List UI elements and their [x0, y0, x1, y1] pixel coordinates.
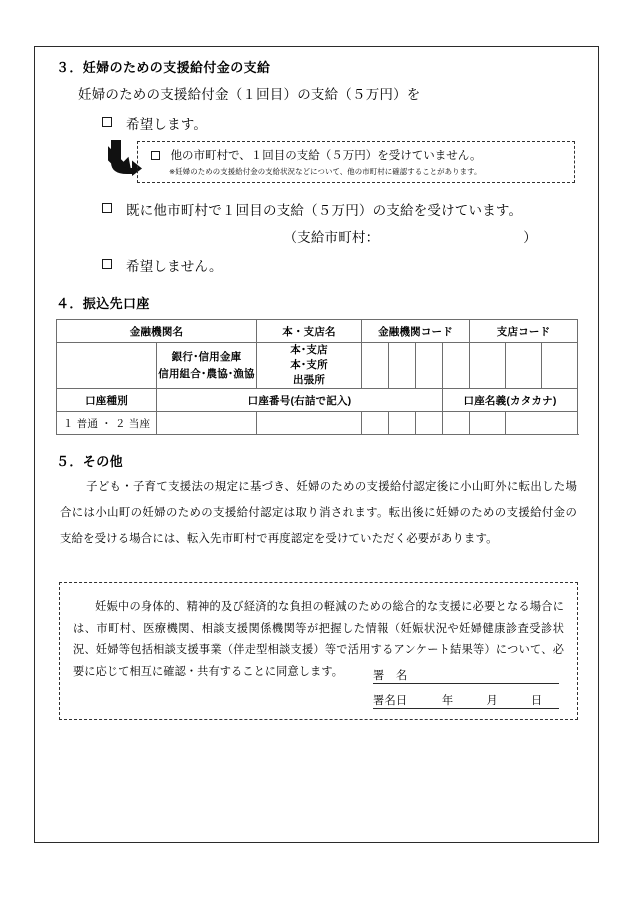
- checkbox-no-wish[interactable]: [102, 259, 112, 269]
- section-5-heading: ５．その他: [56, 454, 124, 469]
- branch-type-line-2: 本･支所: [290, 359, 328, 371]
- signature-date-row[interactable]: [373, 689, 559, 709]
- table-row: [57, 412, 578, 435]
- section-3-heading: ３．妊婦のための支援給付金の支給: [56, 60, 271, 75]
- option-not-received-label: 他の市町村で、１回目の支給（５万円）を受けていません。: [170, 150, 482, 162]
- input-account-number-digit[interactable]: [389, 412, 416, 435]
- section-5-paragraph-text: 子ども・子育て支援法の規定に基づき、妊婦のための支援給付認定後に小山町外に転出した場合には小山町の妊婦のための支援給付認定は取り消されます。転出後に妊婦のための支援給付金の支給を受ける場合には、転入先市町村で再度認定を受けていただく必要があります。: [60, 481, 577, 545]
- option-no-wish-label: 希望しません。: [126, 259, 223, 274]
- section-4: [56, 293, 581, 435]
- table-row: [57, 320, 578, 343]
- bank-account-table: [56, 319, 578, 435]
- signature-date-label: 署名日: [373, 695, 408, 707]
- branch-type-line-1: 本･支店: [290, 344, 328, 356]
- option-no-wish[interactable]: [102, 255, 581, 275]
- header-account-number: 口座番号(右詰で記入): [157, 389, 443, 412]
- sub-declaration-block: [56, 139, 581, 187]
- branch-type-labels: [257, 343, 362, 389]
- institution-type-line-2: 信用組合･農協･漁協: [158, 367, 255, 380]
- sub-declaration-dashed-box: [137, 141, 575, 183]
- input-account-number-digit[interactable]: [416, 412, 443, 435]
- sub-declaration-note: ※妊婦のための支援給付金の支給状況などについて、他の市町村に確認することがあります。: [169, 167, 482, 176]
- paid-municipality-field[interactable]: （支給市町村： ）: [283, 230, 537, 245]
- month-label: 月: [486, 695, 498, 707]
- checkbox-not-received[interactable]: [151, 151, 160, 160]
- input-account-number-digit[interactable]: [257, 412, 362, 435]
- option-wish-label: 希望します。: [126, 117, 208, 132]
- year-label: 年: [441, 695, 454, 707]
- table-row: [57, 343, 578, 389]
- input-institution-name[interactable]: [57, 343, 157, 389]
- form-page: [34, 46, 599, 843]
- section-3-lead-text: 妊婦のための支援給付金（１回目）の支給（５万円）を: [78, 87, 421, 102]
- header-institution-code: 金融機関コード: [362, 320, 470, 343]
- header-account-type: 口座種別: [57, 389, 157, 412]
- input-account-number-digit[interactable]: [157, 412, 257, 435]
- section-5: [56, 451, 581, 552]
- consent-paragraph-text: 妊娠中の身体的、精神的及び経済的な負担の軽減のための総合的な支援に必要となる場合には、市町村、医療機関、相談支援関係機関等が把握した情報（妊娠状況や妊婦健康診査受診状況、妊婦等包括相談支援事業（伴走型相談支援）等で活用するアンケート結果等）について、必要に応じて相互に確認・共有することに同意します。: [73, 601, 564, 678]
- header-branch-code: 支店コード: [470, 320, 578, 343]
- section-3: [56, 57, 581, 275]
- input-institution-code-digit[interactable]: [443, 343, 470, 389]
- input-branch-code-digit[interactable]: [470, 343, 506, 389]
- section-5-paragraph: [60, 474, 577, 552]
- input-branch-code-digit[interactable]: [542, 343, 578, 389]
- signature-label: 署 名: [373, 670, 408, 682]
- account-type-value[interactable]: １ 普通 ・ ２ 当座: [57, 412, 157, 435]
- signature-date-fields[interactable]: [407, 692, 559, 708]
- input-branch-code-digit[interactable]: [506, 343, 542, 389]
- signature-name-row[interactable]: [373, 664, 559, 684]
- input-account-number-digit[interactable]: [470, 412, 506, 435]
- institution-type-labels: [157, 343, 257, 389]
- header-account-holder: 口座名義(カタカナ): [443, 389, 578, 412]
- section-4-heading: ４．振込先口座: [56, 296, 150, 311]
- input-institution-code-digit[interactable]: [362, 343, 389, 389]
- checkbox-wish[interactable]: [102, 117, 112, 127]
- input-account-holder[interactable]: [506, 412, 578, 435]
- option-already-received[interactable]: [102, 199, 581, 219]
- option-not-received[interactable]: [151, 147, 574, 163]
- institution-type-line-1: 銀行･信用金庫: [171, 350, 242, 363]
- input-account-number-digit[interactable]: [443, 412, 470, 435]
- consent-box: [59, 582, 578, 720]
- input-account-number-digit[interactable]: [362, 412, 389, 435]
- signature-block: [373, 664, 559, 709]
- checkbox-already-received[interactable]: [102, 203, 112, 213]
- day-label: 日: [530, 695, 543, 707]
- table-row: [57, 389, 578, 412]
- header-institution-name: 金融機関名: [57, 320, 257, 343]
- input-institution-code-digit[interactable]: [416, 343, 443, 389]
- branch-type-line-3: 出張所: [292, 374, 326, 386]
- input-institution-code-digit[interactable]: [389, 343, 416, 389]
- option-already-received-label: 既に他市町村で１回目の支給（５万円）の支給を受けています。: [126, 203, 523, 218]
- option-wish[interactable]: [102, 113, 581, 133]
- header-branch-name: 本・支店名: [257, 320, 362, 343]
